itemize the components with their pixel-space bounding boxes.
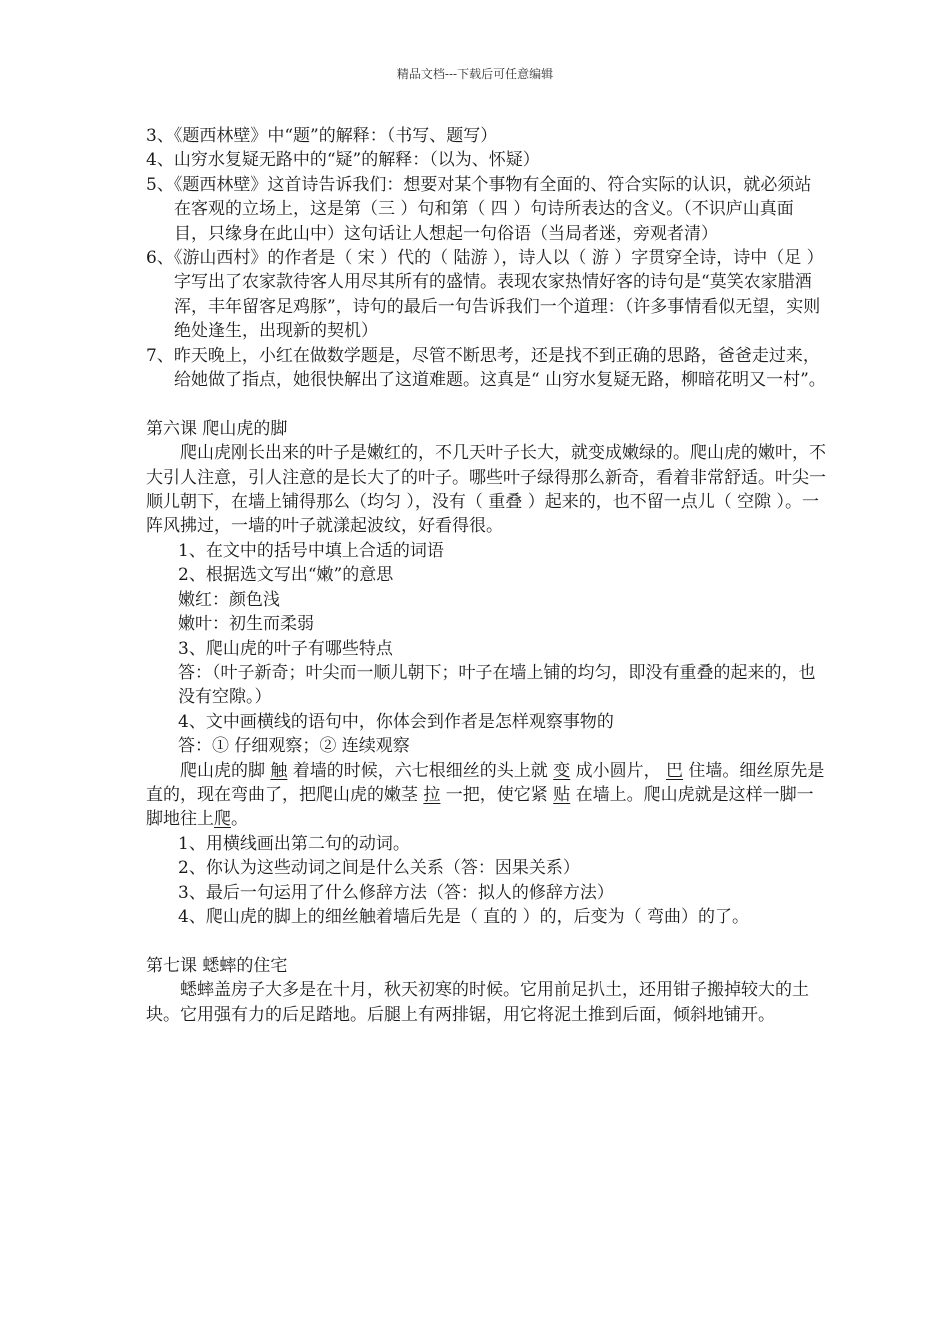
lesson6-set2-question3: 3、最后一句运用了什么修辞方法（答：拟人的修辞方法） [178, 882, 614, 903]
text-run: 一把，使它紧 [440, 784, 554, 805]
page-header: 精品文档---下载后可任意编辑 [396, 67, 554, 81]
lesson6-set2-question2: 2、你认为这些动词之间是什么关系（答：因果关系） [178, 858, 580, 879]
list-item: 5、《题西林壁》这首诗告诉我们：想要对某个事物有全面的、符合实际的认识，就必须站在客观的立场上，这是第（三 ）句和第（ 四 ）句诗所表达的含义。（不识庐山真面目，只缘身在此山中）这句话让人想起一句俗语（当局者迷，旁观者清） [146, 174, 812, 244]
text-run: 在墙上。爬山虎就是这样一脚一脚地往上 [146, 784, 814, 830]
lesson6-paragraph2 [146, 759, 826, 832]
lesson6-answer4: 答：① 仔细观察；② 连续观察 [178, 736, 410, 757]
underlined-verb: 贴 [553, 784, 571, 805]
underlined-verb: 触 [270, 760, 288, 781]
lesson7-title: 第七课 蟋蟀的住宅 [146, 955, 288, 976]
lesson6-definition-nenhong: 嫩红：颜色浅 [178, 589, 280, 610]
list-item: 6、《游山西村》的作者是（ 宋 ）代的（ 陆游 ），诗人以（ 游 ）字贯穿全诗，诗中（足 ）字写出了农家款待客人用尽其所有的盛情。表现农家热情好客的诗句是“莫笑农家腊酒浑，丰年留客足鸡豚”，诗句的最后一句告诉我们一个道理：（许多事情看似无望，实则绝处逢生，出现新的契机） [146, 248, 824, 342]
document-body [146, 124, 826, 1027]
text-run: 爬山虎的脚 [180, 760, 271, 781]
underlined-verb: 巴 [666, 760, 684, 781]
text-run: 成小圆片， [570, 760, 667, 781]
text-run: 。 [231, 809, 248, 830]
underlined-verb: 爬 [214, 809, 231, 830]
lesson6-question2: 2、根据选文写出“嫩”的意思 [178, 565, 394, 586]
lesson6-title: 第六课 爬山虎的脚 [146, 418, 288, 439]
lesson6-set2-question4: 4、爬山虎的脚上的细丝触着墙后先是（ 直的 ）的，后变为（ 弯曲）的了。 [178, 906, 750, 927]
review-question-list [146, 124, 826, 392]
lesson6-set2-question1: 1、用横线画出第二句的动词。 [178, 833, 410, 854]
text-run: 住墙。细丝原先是直的，现在弯曲了，把爬山虎的嫩茎 [146, 760, 825, 805]
lesson6-question1: 1、在文中的括号中填上合适的词语 [178, 540, 444, 561]
lesson6-answer3: 答：（叶子新奇；叶尖而一顺儿朝下；叶子在墙上铺的均匀，即没有重叠的起来的，也没有空隙。） [178, 662, 816, 708]
underlined-verb: 变 [553, 760, 571, 781]
list-item: 7、昨天晚上，小红在做数学题是，尽管不断思考，还是找不到正确的思路，爸爸走过来，给她做了指点，她很快解出了这道难题。这真是“ 山穷水复疑无路，柳暗花明又一村”。 [146, 345, 826, 391]
list-item: 3、《题西林壁》中“题”的解释：（书写、题写） [146, 126, 498, 146]
text-run: 着墙的时候，六七根细丝的头上就 [287, 760, 554, 781]
underlined-verb: 拉 [423, 784, 441, 805]
lesson6-question4: 4、文中画横线的语句中，你体会到作者是怎样观察事物的 [178, 711, 614, 732]
lesson6-definition-nenye: 嫩叶：初生而柔弱 [178, 614, 314, 635]
lesson6-question3: 3、爬山虎的叶子有哪些特点 [178, 638, 393, 659]
lesson6-paragraph1: 爬山虎刚长出来的叶子是嫩红的，不几天叶子长大，就变成嫩绿的。爬山虎的嫩叶，不大引人注意，引人注意的是长大了的叶子。哪些叶子绿得那么新奇，看着非常舒适。叶尖一顺儿朝下，在墙上铺得那么（均匀 ），没有（ 重叠 ）起来的，也不留一点儿（ 空隙 ）。一阵风拂过，一墙的叶子就漾起波纹，好看得很。 [146, 443, 826, 537]
list-item: 4、山穷水复疑无路中的“疑”的解释：（以为、怀疑） [146, 150, 540, 171]
lesson7-paragraph1: 蟋蟀盖房子大多是在十月，秋天初寒的时候。它用前足扒土，还用钳子搬掉较大的土块。它用强有力的后足踏地。后腿上有两排锯，用它将泥土推到后面，倾斜地铺开。 [146, 980, 809, 1025]
